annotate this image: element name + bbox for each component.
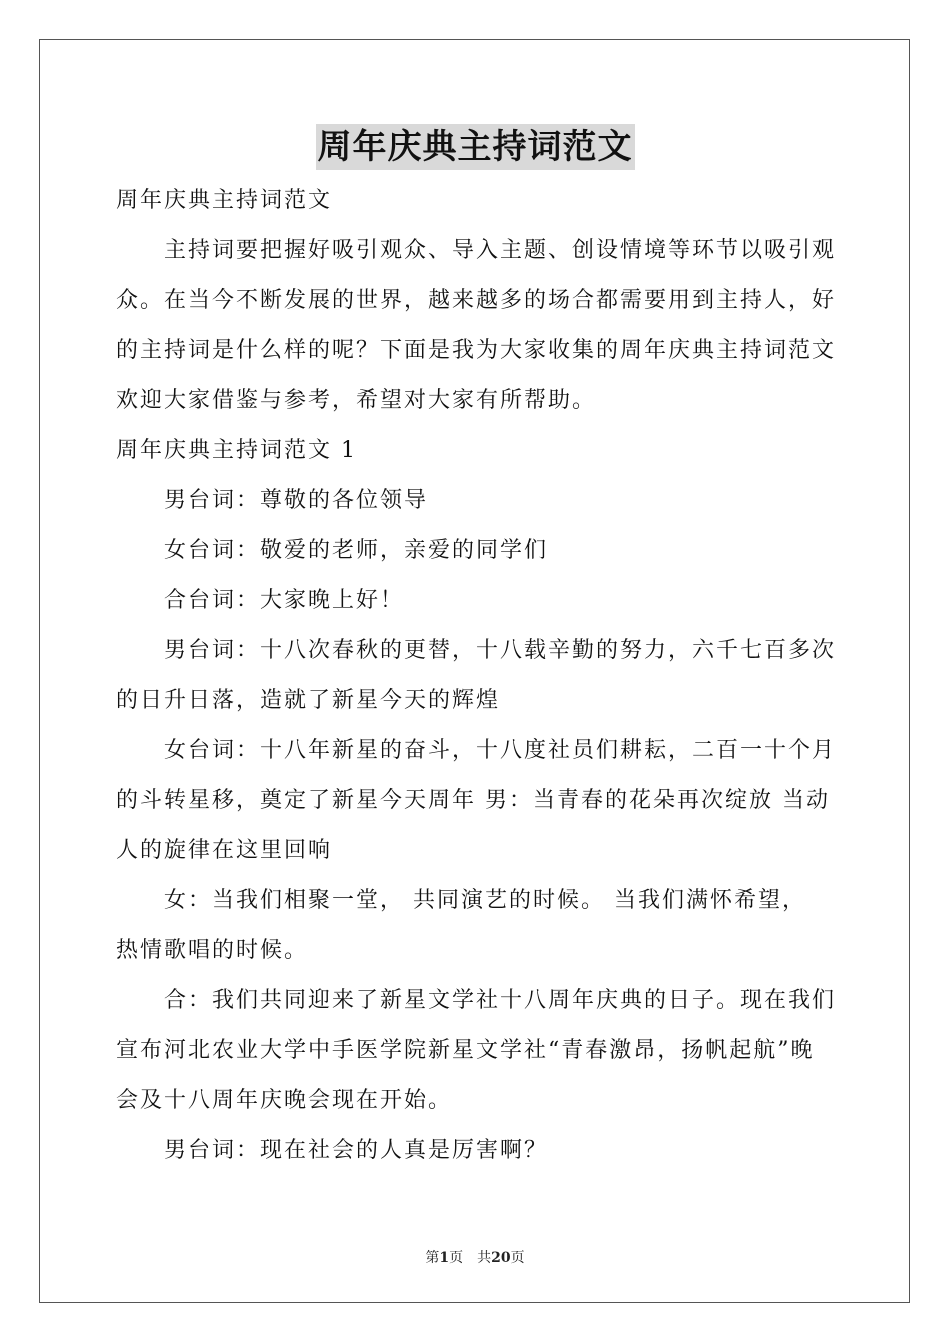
footer-page-number: 1 [439, 1250, 450, 1266]
body-line: 人的旋律在这里回响 [116, 838, 333, 863]
body-line: 的日升日落，造就了新星今天的辉煌 [116, 688, 501, 713]
body-line: 男台词：十八次春秋的更替，十八载辛勤的努力，六千七百多次 [116, 638, 836, 663]
footer-prefix: 第 [425, 1250, 440, 1266]
body-line: 女台词：十八年新星的奋斗，十八度社员们耕耘，二百一十个月 [116, 738, 836, 763]
body-line: 合台词：大家晚上好！ [116, 588, 405, 613]
footer-suffix: 页 [510, 1250, 525, 1266]
body-line: 会及十八周年庆晚会现在开始。 [116, 1088, 453, 1113]
title-container [0, 124, 950, 170]
body-line: 主持词要把握好吸引观众、导入主题、创设情境等环节以吸引观 [116, 238, 836, 263]
body-line: 热情歌唱的时候。 [116, 938, 309, 963]
body-line: 众。在当今不断发展的世界，越来越多的场合都需要用到主持人，好 [116, 288, 836, 313]
body-line: 的斗转星移，奠定了新星今天周年 男：当青春的花朵再次绽放 当动 [116, 788, 830, 813]
footer-mid: 页 共 [449, 1250, 492, 1266]
section-heading: 周年庆典主持词范文 1 [116, 438, 357, 463]
document-body [116, 176, 836, 1176]
body-line: 欢迎大家借鉴与参考，希望对大家有所帮助。 [116, 388, 597, 413]
page-footer [0, 1247, 950, 1267]
body-line: 宣布河北农业大学中手医学院新星文学社“青春激昂，扬帆起航”晚 [116, 1038, 815, 1063]
body-line: 女：当我们相聚一堂， 共同演艺的时候。 当我们满怀希望， [116, 888, 806, 913]
body-line: 周年庆典主持词范文 [116, 188, 333, 213]
body-line: 的主持词是什么样的呢？下面是我为大家收集的周年庆典主持词范文 [116, 338, 836, 363]
footer-total-pages: 20 [491, 1250, 511, 1266]
body-line: 男台词：现在社会的人真是厉害啊？ [116, 1138, 549, 1163]
document-title: 周年庆典主持词范文 [316, 124, 635, 170]
body-line: 合：我们共同迎来了新星文学社十八周年庆典的日子。现在我们 [116, 988, 836, 1013]
body-line: 女台词：敬爱的老师，亲爱的同学们 [116, 538, 549, 563]
body-line: 男台词：尊敬的各位领导 [116, 488, 429, 513]
